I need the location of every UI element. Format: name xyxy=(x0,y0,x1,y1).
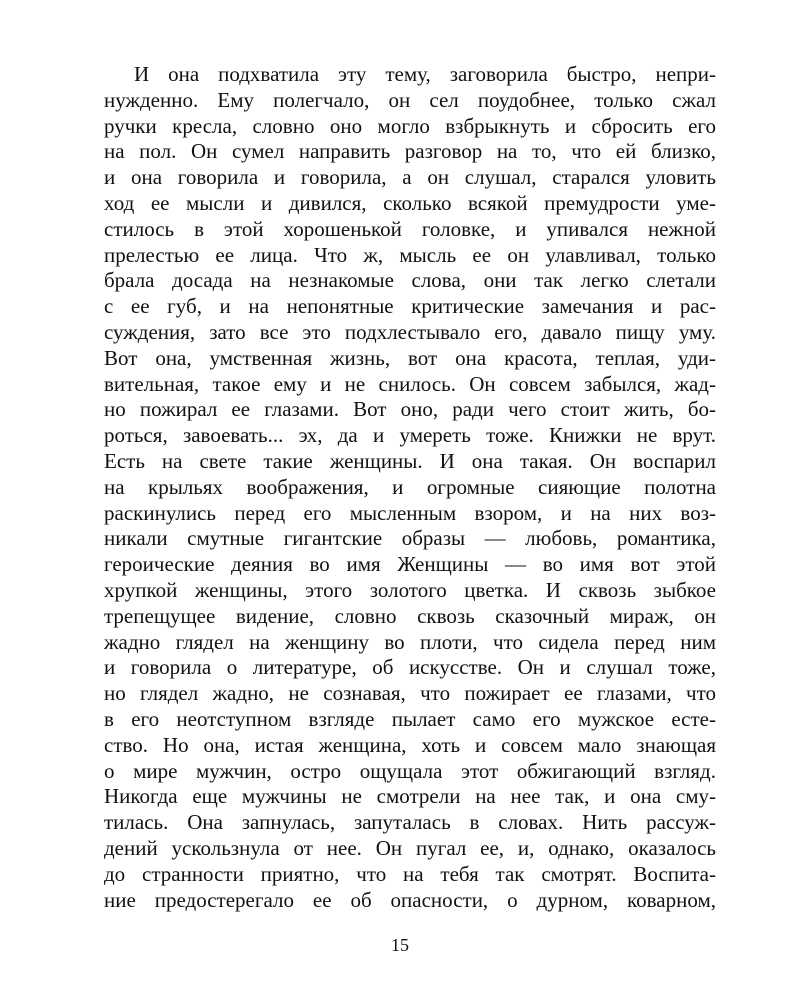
text-line: никали смутные гигантские образы — любовь, романтика, xyxy=(104,526,716,551)
text-line: ство. Но она, истая женщина, хоть и совсем мало знающая xyxy=(104,732,716,757)
body-text xyxy=(104,62,716,913)
text-line: нужденно. Ему полегчало, он сел поудобнее, только сжал xyxy=(104,87,716,112)
text-line: но пожирал ее глазами. Вот оно, ради чего стоит жить, бо- xyxy=(104,397,716,422)
text-line: Никогда еще мужчины не смотрели на нее так, и она сму- xyxy=(104,784,716,809)
text-line: до странности приятно, что на тебя так смотрят. Воспита- xyxy=(104,861,716,886)
text-line: героические деяния во имя Женщины — во имя вот этой xyxy=(104,552,716,577)
text-line: и говорила о литературе, об искусстве. Он и слушал тоже, xyxy=(104,655,716,680)
text-line: на крыльях воображения, и огромные сияющие полотна xyxy=(104,474,716,499)
text-line: раскинулись перед его мысленным взором, и на них воз- xyxy=(104,500,716,525)
text-line: ние предостерегало ее об опасности, о дурном, коварном, xyxy=(104,887,716,912)
text-line: о мире мужчин, остро ощущала этот обжигающий взгляд. xyxy=(104,758,716,783)
page-number: 15 xyxy=(391,935,409,955)
text-line: и она говорила и говорила, а он слушал, старался уловить xyxy=(104,165,716,190)
text-line: прелестью ее лица. Что ж, мысль ее он улавливал, только xyxy=(104,242,716,267)
text-line: брала досада на незнакомые слова, они так легко слетали xyxy=(104,268,716,293)
text-line: тилась. Она запнулась, запуталась в словах. Нить рассуж- xyxy=(104,810,716,835)
text-line: с ее губ, и на непонятные критические замечания и рас- xyxy=(104,294,716,319)
text-line: роться, завоевать... эх, да и умереть тоже. Книжки не врут. xyxy=(104,423,716,448)
text-line: в его неотступном взгляде пылает само его мужское есте- xyxy=(104,706,716,731)
text-line: ход ее мысли и дивился, сколько всякой премудрости уме- xyxy=(104,190,716,215)
text-line: на пол. Он сумел направить разговор на то, что ей близко, xyxy=(104,139,716,164)
text-line: но глядел жадно, не сознавая, что пожирает ее глазами, что xyxy=(104,681,716,706)
text-line: Есть на свете такие женщины. И она такая. Он воспарил xyxy=(104,448,716,473)
text-line: стилось в этой хорошенькой головке, и упивался нежной xyxy=(104,216,716,241)
text-line: дений ускользнула от нее. Он пугал ее, и, однако, оказалось xyxy=(104,835,716,860)
text-line: И она подхватила эту тему, заговорила быстро, непри- xyxy=(134,62,716,86)
text-line: хрупкой женщины, этого золотого цветка. И сквозь зыбкое xyxy=(104,577,716,602)
text-line: трепещущее видение, словно сквозь сказочный мираж, он xyxy=(104,603,716,628)
text-line: жадно глядел на женщину во плоти, что сидела перед ним xyxy=(104,629,716,654)
text-line: ручки кресла, словно оно могло взбрыкнуть и сбросить его xyxy=(104,113,716,138)
text-line: Вот она, умственная жизнь, вот она красота, теплая, уди- xyxy=(104,345,716,370)
text-line: суждения, зато все это подхлестывало его, давало пищу уму. xyxy=(104,319,716,344)
text-line: вительная, такое ему и не снилось. Он совсем забылся, жад- xyxy=(104,371,716,396)
